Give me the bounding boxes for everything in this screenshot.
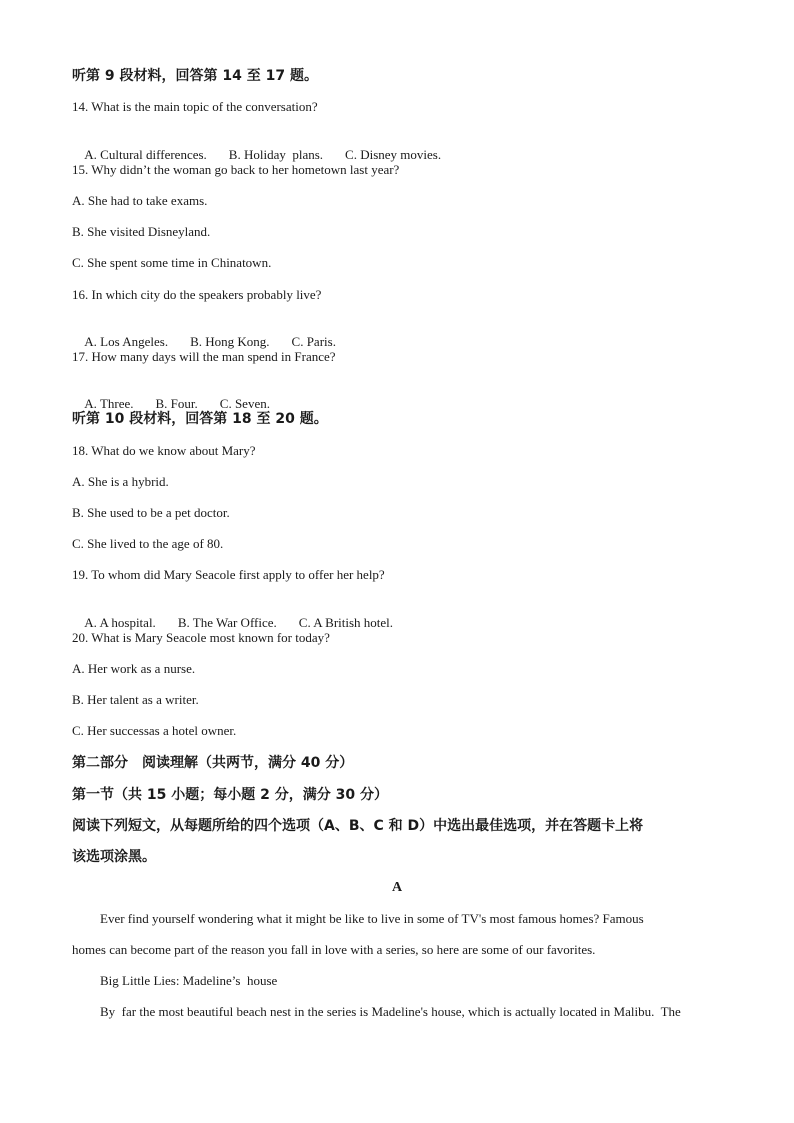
option-b: B. Four. (155, 396, 198, 411)
question-20-option-a: A. Her work as a nurse. (72, 661, 196, 676)
question-14-stem: 14. What is the main topic of the conversation? (72, 99, 318, 114)
question-20-stem: 20. What is Mary Seacole most known for today? (72, 630, 330, 645)
part-2-title: 第二部分 阅读理解（共两节，满分 40 分） (72, 755, 354, 771)
instructions-line-2: 该选项涂黑。 (72, 849, 156, 865)
option-b: B. Hong Kong. (190, 334, 270, 349)
question-15-option-a: A. She had to take exams. (72, 193, 208, 208)
option-c: C. Paris. (291, 334, 336, 349)
option-c: C. Disney movies. (345, 147, 442, 162)
section-9-heading: 听第 9 段材料，回答第 14 至 17 题。 (72, 68, 318, 84)
option-a: A. Los Angeles. (84, 334, 169, 349)
question-18-option-a: A. She is a hybrid. (72, 474, 169, 489)
question-17-stem: 17. How many days will the man spend in France? (72, 349, 336, 364)
passage-paragraph-1-line-2: homes can become part of the reason you fall in love with a series, so here are some of our favorites. (72, 942, 596, 957)
question-19-stem: 19. To whom did Mary Seacole first apply to offer her help? (72, 567, 385, 582)
option-a: A. A hospital. (84, 615, 156, 630)
question-20-option-b: B. Her talent as a writer. (72, 692, 199, 707)
question-15-option-b: B. She visited Disneyland. (72, 224, 211, 239)
question-18-stem: 18. What do we know about Mary? (72, 443, 256, 458)
passage-paragraph-2-line-1: By far the most beautiful beach nest in the series is Madeline's house, which is actually located in Malibu. The (100, 1004, 681, 1019)
option-b: B. Holiday plans. (228, 147, 324, 162)
option-a: A. Three. (84, 396, 134, 411)
passage-subtitle: Big Little Lies: Madeline’s house (100, 973, 278, 988)
question-20-option-c: C. Her successas a hotel owner. (72, 723, 237, 738)
section-10-heading: 听第 10 段材料，回答第 18 至 20 题。 (72, 411, 328, 427)
question-18-option-b: B. She used to be a pet doctor. (72, 505, 230, 520)
option-c: C. A British hotel. (298, 615, 394, 630)
question-18-option-c: C. She lived to the age of 80. (72, 536, 224, 551)
question-15-stem: 15. Why didn’t the woman go back to her hometown last year? (72, 162, 400, 177)
question-16-stem: 16. In which city do the speakers probably live? (72, 287, 322, 302)
option-a: A. Cultural differences. (84, 147, 207, 162)
part-2-subsection: 第一节（共 15 小题；每小题 2 分，满分 30 分） (72, 787, 388, 803)
passage-label: A (391, 880, 403, 895)
option-c: C. Seven. (219, 396, 270, 411)
instructions-line-1: 阅读下列短文，从每题所给的四个选项（A、B、C 和 D）中选出最佳选项，并在答题卡上将 (72, 818, 644, 834)
passage-paragraph-1-line-1: Ever find yourself wondering what it might be like to live in some of TV's most famous homes? Famous (100, 911, 644, 926)
question-15-option-c: C. She spent some time in Chinatown. (72, 255, 272, 270)
option-b: B. The War Office. (177, 615, 277, 630)
